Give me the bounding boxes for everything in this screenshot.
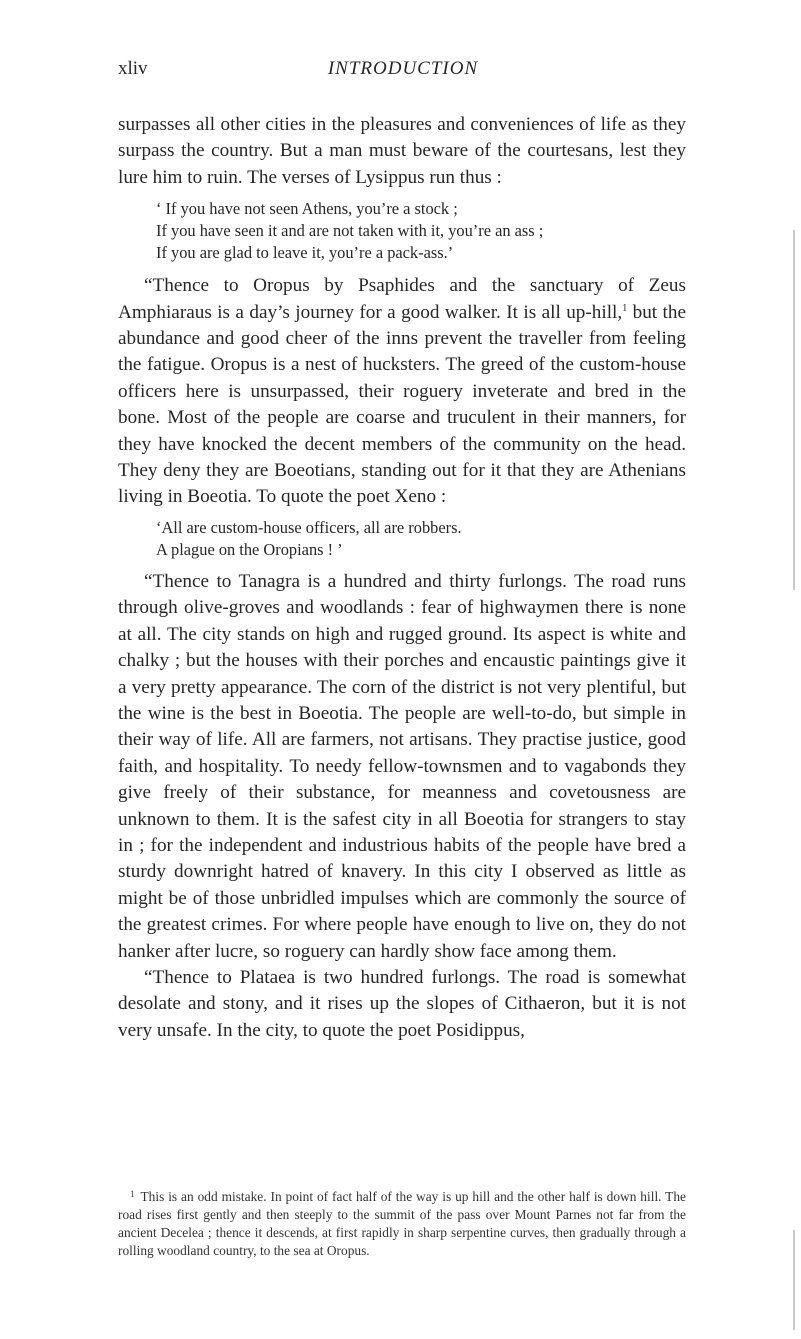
footnote-reference[interactable]: 1 <box>622 302 628 314</box>
page-header <box>118 58 688 82</box>
footnote-text: This is an odd mistake. In point of fact half of the way is up hill and the other half is down hill. The road rises first gently and then steeply to the summit of the pass over Mount Parnes not far from the ancient Decelea ; thence it descends, at first rapidly in sharp serpentine curves, then gradually through a rolling woodland country, to the sea at Oropus. <box>118 1189 686 1258</box>
verse-line: A plague on the Oropians ! ’ <box>156 539 343 559</box>
verse-line: If you are glad to leave it, you’re a pack-ass.’ <box>156 243 454 263</box>
paragraph-2-part-a: “Thence to Oropus by Psaphides and the sanctuary of Zeus Amphiaraus is a day’s journey for a good walker. It is all up-hill, <box>118 275 686 323</box>
scan-edge-shadow <box>793 1230 795 1330</box>
verse-line: ‘ If you have not seen Athens, you’re a stock ; <box>156 199 458 219</box>
page-number: xliv <box>118 58 148 79</box>
paragraph-2 <box>118 273 686 511</box>
running-head: INTRODUCTION <box>327 58 479 79</box>
paragraph-4: “Thence to Plataea is two hundred furlongs. The road is somewhat desolate and stony, and it rises up the slopes of Cithaeron, but it is not very unsafe. In the city, to quote the poet Posidippus, <box>118 966 686 1041</box>
footnote-mark: 1 <box>130 1189 135 1199</box>
main-text <box>118 112 686 1044</box>
verse-line: ‘All are custom-house officers, all are robbers. <box>156 517 462 537</box>
verse-xeno <box>156 517 686 561</box>
verse-line: If you have seen it and are not taken with it, you’re an ass ; <box>156 221 544 241</box>
scan-edge-shadow <box>793 230 795 590</box>
paragraph-2-part-b: but the abundance and good cheer of the inns prevent the traveller from feeling the fatigue. Oropus is a nest of hucksters. The greed of the custom-house officers here is unsurpassed, their roguery inveterate and bred in the bone. Most of the people are coarse and truculent in their manners, for they have knocked the decent members of the community on the head. They deny they are Boeotians, standing out for it that they are Athenians living in Boeotia. To quote the poet Xeno : <box>118 301 686 508</box>
paragraph-3: “Thence to Tanagra is a hundred and thirty furlongs. The road runs through olive-groves and woodlands : fear of highwaymen there is none at all. The city stands on high and rugged ground. Its aspect is white and chalky ; but the houses with their porches and encaustic paintings give it a very pretty appearance. The corn of the district is not very plentiful, but the wine is the best in Boeotia. The people are well-to-do, but simple in their way of life. All are farmers, not artisans. They practise justice, good faith, and hospitality. To needy fellow-townsmen and to vagabonds they give freely of their substance, for meanness and covetousness are unknown to them. It is the safest city in all Boeotia for strangers to stay in ; for the independent and industrious habits of the people have bred a sturdy downright hatred of knavery. In this city I observed as little as might be of those unbridled impulses which are commonly the source of the greatest crimes. For where people have enough to live on, they do not hanker after lucre, so roguery can hardly show face among them. <box>118 570 686 962</box>
paragraph-1: surpasses all other cities in the pleasures and conveniences of life as they surpass the country. But a man must beware of the courtesans, lest they lure him to ruin. The verses of Lysippus run thus : <box>118 114 686 188</box>
verse-lysippus <box>156 198 686 264</box>
footnote <box>118 1185 686 1260</box>
